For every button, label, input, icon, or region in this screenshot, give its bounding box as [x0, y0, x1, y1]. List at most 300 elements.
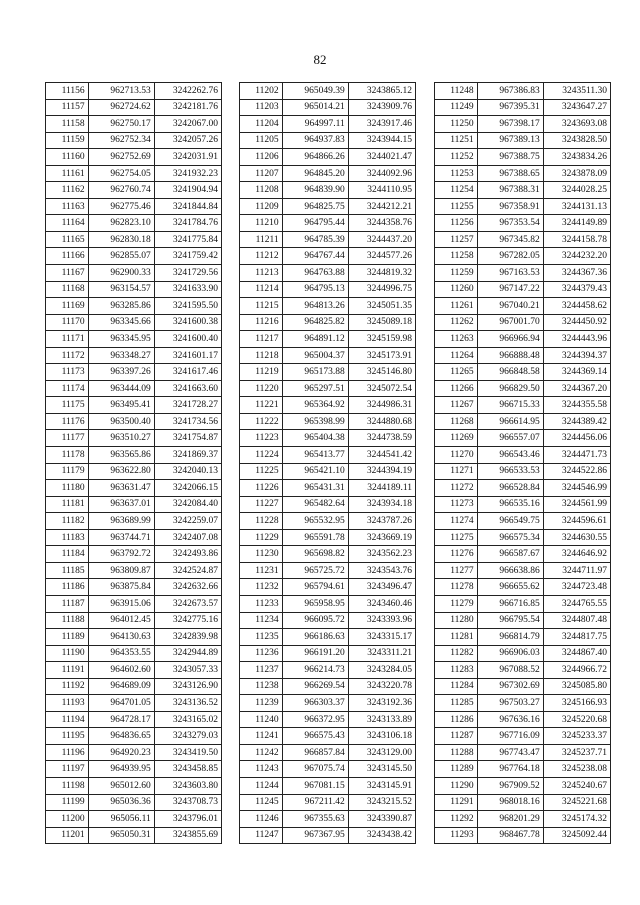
y-coordinate-cell: 3243133.89 [348, 711, 415, 728]
x-coordinate-cell: 968018.16 [477, 794, 543, 811]
x-coordinate-cell: 965049.39 [282, 83, 348, 100]
table-row [46, 281, 222, 298]
y-coordinate-cell: 3244880.68 [348, 413, 415, 430]
table-row [240, 447, 416, 464]
table-row [240, 480, 416, 497]
x-coordinate-cell: 964866.26 [282, 149, 348, 166]
x-coordinate-cell: 964602.60 [88, 662, 154, 679]
x-coordinate-cell: 967075.74 [282, 761, 348, 778]
table-row [435, 281, 611, 298]
y-coordinate-cell: 3244450.92 [543, 314, 610, 331]
x-coordinate-cell: 966303.37 [282, 695, 348, 712]
point-number-cell: 11266 [435, 380, 478, 397]
point-number-cell: 11289 [435, 761, 478, 778]
x-coordinate-cell: 965958.95 [282, 595, 348, 612]
x-coordinate-cell: 962760.74 [88, 182, 154, 199]
table-row [46, 827, 222, 844]
table-row [240, 794, 416, 811]
y-coordinate-cell: 3244738.59 [348, 430, 415, 447]
x-coordinate-cell: 964891.12 [282, 331, 348, 348]
x-coordinate-cell: 963792.72 [88, 546, 154, 563]
table-row [46, 397, 222, 414]
x-coordinate-cell: 962754.05 [88, 165, 154, 182]
x-coordinate-cell: 963809.87 [88, 562, 154, 579]
point-number-cell: 11216 [240, 314, 283, 331]
x-coordinate-cell: 962823.10 [88, 215, 154, 232]
point-number-cell: 11237 [240, 662, 283, 679]
x-coordinate-cell: 963154.57 [88, 281, 154, 298]
x-coordinate-cell: 966655.62 [477, 579, 543, 596]
table-row [435, 314, 611, 331]
table-row [46, 529, 222, 546]
table-row [435, 678, 611, 695]
point-number-cell: 11183 [46, 529, 89, 546]
y-coordinate-cell: 3243438.42 [348, 827, 415, 844]
x-coordinate-cell: 965173.88 [282, 364, 348, 381]
x-coordinate-cell: 964937.83 [282, 132, 348, 149]
y-coordinate-cell: 3245089.18 [348, 314, 415, 331]
point-number-cell: 11223 [240, 430, 283, 447]
x-coordinate-cell: 965404.38 [282, 430, 348, 447]
table-row [435, 430, 611, 447]
coordinate-table-3 [434, 82, 611, 844]
point-number-cell: 11258 [435, 248, 478, 265]
y-coordinate-cell: 3243828.50 [543, 132, 610, 149]
table-row [435, 83, 611, 100]
table-row [435, 728, 611, 745]
x-coordinate-cell: 962855.07 [88, 248, 154, 265]
table-row [46, 248, 222, 265]
x-coordinate-cell: 967398.17 [477, 116, 543, 133]
y-coordinate-cell: 3242775.16 [154, 612, 221, 629]
coordinate-table-1 [45, 82, 222, 844]
x-coordinate-cell: 967743.47 [477, 744, 543, 761]
x-coordinate-cell: 964839.90 [282, 182, 348, 199]
y-coordinate-cell: 3244367.20 [543, 380, 610, 397]
table-row [435, 761, 611, 778]
point-number-cell: 11218 [240, 347, 283, 364]
table-row [240, 546, 416, 563]
table-row [240, 645, 416, 662]
point-number-cell: 11246 [240, 811, 283, 828]
point-number-cell: 11264 [435, 347, 478, 364]
y-coordinate-cell: 3243165.02 [154, 711, 221, 728]
point-number-cell: 11286 [435, 711, 478, 728]
point-number-cell: 11185 [46, 562, 89, 579]
table-row [240, 579, 416, 596]
table-row [240, 347, 416, 364]
point-number-cell: 11189 [46, 629, 89, 646]
x-coordinate-cell: 967040.21 [477, 298, 543, 315]
point-number-cell: 11164 [46, 215, 89, 232]
page-number: 82 [313, 52, 327, 67]
x-coordinate-cell: 962900.33 [88, 265, 154, 282]
x-coordinate-cell: 965364.92 [282, 397, 348, 414]
point-number-cell: 11285 [435, 695, 478, 712]
y-coordinate-cell: 3242066.15 [154, 480, 221, 497]
y-coordinate-cell: 3244189.11 [348, 480, 415, 497]
table-row [46, 265, 222, 282]
point-number-cell: 11291 [435, 794, 478, 811]
table-row [240, 198, 416, 215]
x-coordinate-cell: 966549.75 [477, 513, 543, 530]
point-number-cell: 11180 [46, 480, 89, 497]
table-row [435, 695, 611, 712]
point-number-cell: 11278 [435, 579, 478, 596]
table-row [46, 99, 222, 116]
point-number-cell: 11243 [240, 761, 283, 778]
point-number-cell: 11211 [240, 231, 283, 248]
y-coordinate-cell: 3245085.80 [543, 678, 610, 695]
y-coordinate-cell: 3243460.46 [348, 595, 415, 612]
y-coordinate-cell: 3241617.46 [154, 364, 221, 381]
x-coordinate-cell: 962713.53 [88, 83, 154, 100]
y-coordinate-cell: 3244819.32 [348, 265, 415, 282]
x-coordinate-cell: 963637.01 [88, 496, 154, 513]
y-coordinate-cell: 3244966.72 [543, 662, 610, 679]
y-coordinate-cell: 3242040.13 [154, 463, 221, 480]
table-row [46, 198, 222, 215]
point-number-cell: 11265 [435, 364, 478, 381]
y-coordinate-cell: 3244437.20 [348, 231, 415, 248]
x-coordinate-cell: 966095.72 [282, 612, 348, 629]
point-number-cell: 11287 [435, 728, 478, 745]
table-row [240, 298, 416, 315]
point-number-cell: 11275 [435, 529, 478, 546]
point-number-cell: 11162 [46, 182, 89, 199]
table-row [240, 529, 416, 546]
table-row [240, 612, 416, 629]
y-coordinate-cell: 3243865.12 [348, 83, 415, 100]
point-number-cell: 11176 [46, 413, 89, 430]
table-row [46, 463, 222, 480]
y-coordinate-cell: 3243944.15 [348, 132, 415, 149]
point-number-cell: 11234 [240, 612, 283, 629]
table-row [435, 562, 611, 579]
x-coordinate-cell: 963915.06 [88, 595, 154, 612]
table-row [240, 513, 416, 530]
table-row [46, 149, 222, 166]
y-coordinate-cell: 3244379.43 [543, 281, 610, 298]
table-row [46, 298, 222, 315]
y-coordinate-cell: 3243787.26 [348, 513, 415, 530]
x-coordinate-cell: 966857.84 [282, 744, 348, 761]
point-number-cell: 11241 [240, 728, 283, 745]
y-coordinate-cell: 3241663.60 [154, 380, 221, 397]
x-coordinate-cell: 964701.05 [88, 695, 154, 712]
table-row [240, 380, 416, 397]
point-number-cell: 11214 [240, 281, 283, 298]
y-coordinate-cell: 3245233.37 [543, 728, 610, 745]
point-number-cell: 11230 [240, 546, 283, 563]
y-coordinate-cell: 3244867.40 [543, 645, 610, 662]
y-coordinate-cell: 3242632.66 [154, 579, 221, 596]
x-coordinate-cell: 966906.03 [477, 645, 543, 662]
point-number-cell: 11192 [46, 678, 89, 695]
x-coordinate-cell: 963500.40 [88, 413, 154, 430]
table-row [240, 331, 416, 348]
y-coordinate-cell: 3243129.00 [348, 744, 415, 761]
y-coordinate-cell: 3244986.31 [348, 397, 415, 414]
table-row [46, 132, 222, 149]
table-row [435, 529, 611, 546]
y-coordinate-cell: 3244471.73 [543, 447, 610, 464]
y-coordinate-cell: 3242262.76 [154, 83, 221, 100]
table-row [46, 215, 222, 232]
y-coordinate-cell: 3244456.06 [543, 430, 610, 447]
y-coordinate-cell: 3245174.32 [543, 811, 610, 828]
y-coordinate-cell: 3243126.90 [154, 678, 221, 695]
table-row [46, 331, 222, 348]
table-row [435, 215, 611, 232]
x-coordinate-cell: 967636.16 [477, 711, 543, 728]
table-row [240, 629, 416, 646]
y-coordinate-cell: 3244367.36 [543, 265, 610, 282]
table-row [240, 364, 416, 381]
x-coordinate-cell: 967081.15 [282, 777, 348, 794]
x-coordinate-cell: 966533.53 [477, 463, 543, 480]
point-number-cell: 11292 [435, 811, 478, 828]
x-coordinate-cell: 965012.60 [88, 777, 154, 794]
x-coordinate-cell: 965004.37 [282, 347, 348, 364]
y-coordinate-cell: 3242084.40 [154, 496, 221, 513]
x-coordinate-cell: 966638.86 [477, 562, 543, 579]
point-number-cell: 11226 [240, 480, 283, 497]
point-number-cell: 11235 [240, 629, 283, 646]
x-coordinate-cell: 966614.95 [477, 413, 543, 430]
y-coordinate-cell: 3243145.50 [348, 761, 415, 778]
point-number-cell: 11217 [240, 331, 283, 348]
point-number-cell: 11236 [240, 645, 283, 662]
y-coordinate-cell: 3242259.07 [154, 513, 221, 530]
table-row [240, 678, 416, 695]
y-coordinate-cell: 3242493.86 [154, 546, 221, 563]
x-coordinate-cell: 964763.88 [282, 265, 348, 282]
y-coordinate-cell: 3245240.67 [543, 777, 610, 794]
x-coordinate-cell: 965297.51 [282, 380, 348, 397]
point-number-cell: 11191 [46, 662, 89, 679]
y-coordinate-cell: 3244394.19 [348, 463, 415, 480]
point-number-cell: 11212 [240, 248, 283, 265]
y-coordinate-cell: 3244646.92 [543, 546, 610, 563]
table-row [46, 761, 222, 778]
table-row [46, 380, 222, 397]
point-number-cell: 11259 [435, 265, 478, 282]
x-coordinate-cell: 964836.65 [88, 728, 154, 745]
x-coordinate-cell: 964795.44 [282, 215, 348, 232]
x-coordinate-cell: 967367.95 [282, 827, 348, 844]
table-row [46, 364, 222, 381]
y-coordinate-cell: 3243917.46 [348, 116, 415, 133]
y-coordinate-cell: 3242524.87 [154, 562, 221, 579]
y-coordinate-cell: 3241784.76 [154, 215, 221, 232]
x-coordinate-cell: 964825.75 [282, 198, 348, 215]
x-coordinate-cell: 963875.84 [88, 579, 154, 596]
y-coordinate-cell: 3242407.08 [154, 529, 221, 546]
y-coordinate-cell: 3241844.84 [154, 198, 221, 215]
point-number-cell: 11170 [46, 314, 89, 331]
point-number-cell: 11193 [46, 695, 89, 712]
table-row [46, 447, 222, 464]
table-row [46, 662, 222, 679]
point-number-cell: 11187 [46, 595, 89, 612]
table-row [46, 83, 222, 100]
table-row [240, 695, 416, 712]
y-coordinate-cell: 3243796.01 [154, 811, 221, 828]
x-coordinate-cell: 962830.18 [88, 231, 154, 248]
y-coordinate-cell: 3241600.38 [154, 314, 221, 331]
point-number-cell: 11238 [240, 678, 283, 695]
y-coordinate-cell: 3241729.56 [154, 265, 221, 282]
point-number-cell: 11167 [46, 265, 89, 282]
point-number-cell: 11163 [46, 198, 89, 215]
y-coordinate-cell: 3244021.47 [348, 149, 415, 166]
point-number-cell: 11229 [240, 529, 283, 546]
table-row [46, 496, 222, 513]
table-row [46, 430, 222, 447]
point-number-cell: 11157 [46, 99, 89, 116]
y-coordinate-cell: 3243934.18 [348, 496, 415, 513]
point-number-cell: 11255 [435, 198, 478, 215]
table-row [240, 463, 416, 480]
point-number-cell: 11203 [240, 99, 283, 116]
y-coordinate-cell: 3244723.48 [543, 579, 610, 596]
table-row [435, 711, 611, 728]
y-coordinate-cell: 3244817.75 [543, 629, 610, 646]
y-coordinate-cell: 3243215.52 [348, 794, 415, 811]
x-coordinate-cell: 963510.27 [88, 430, 154, 447]
table-row [240, 397, 416, 414]
x-coordinate-cell: 963285.86 [88, 298, 154, 315]
point-number-cell: 11222 [240, 413, 283, 430]
y-coordinate-cell: 3245221.68 [543, 794, 610, 811]
point-number-cell: 11261 [435, 298, 478, 315]
table-row [46, 728, 222, 745]
x-coordinate-cell: 964728.17 [88, 711, 154, 728]
x-coordinate-cell: 964130.63 [88, 629, 154, 646]
table-row [240, 711, 416, 728]
point-number-cell: 11168 [46, 281, 89, 298]
x-coordinate-cell: 965482.64 [282, 496, 348, 513]
y-coordinate-cell: 3244577.26 [348, 248, 415, 265]
point-number-cell: 11263 [435, 331, 478, 348]
y-coordinate-cell: 3244765.55 [543, 595, 610, 612]
x-coordinate-cell: 963444.09 [88, 380, 154, 397]
y-coordinate-cell: 3243511.30 [543, 83, 610, 100]
point-number-cell: 11245 [240, 794, 283, 811]
table-row [435, 463, 611, 480]
x-coordinate-cell: 967358.91 [477, 198, 543, 215]
y-coordinate-cell: 3243834.26 [543, 149, 610, 166]
point-number-cell: 11184 [46, 546, 89, 563]
point-number-cell: 11293 [435, 827, 478, 844]
x-coordinate-cell: 964689.09 [88, 678, 154, 695]
point-number-cell: 11257 [435, 231, 478, 248]
table-row [435, 447, 611, 464]
point-number-cell: 11202 [240, 83, 283, 100]
y-coordinate-cell: 3243136.52 [154, 695, 221, 712]
x-coordinate-cell: 964845.20 [282, 165, 348, 182]
x-coordinate-cell: 966186.63 [282, 629, 348, 646]
point-number-cell: 11250 [435, 116, 478, 133]
x-coordinate-cell: 967388.65 [477, 165, 543, 182]
table-row [240, 413, 416, 430]
point-number-cell: 11207 [240, 165, 283, 182]
y-coordinate-cell: 3241601.17 [154, 347, 221, 364]
table-row [435, 380, 611, 397]
y-coordinate-cell: 3241734.56 [154, 413, 221, 430]
y-coordinate-cell: 3244546.99 [543, 480, 610, 497]
x-coordinate-cell: 967395.31 [477, 99, 543, 116]
x-coordinate-cell: 966888.48 [477, 347, 543, 364]
y-coordinate-cell: 3244711.97 [543, 562, 610, 579]
x-coordinate-cell: 965532.95 [282, 513, 348, 530]
point-number-cell: 11277 [435, 562, 478, 579]
x-coordinate-cell: 967302.69 [477, 678, 543, 695]
y-coordinate-cell: 3245072.54 [348, 380, 415, 397]
table-row [46, 811, 222, 828]
x-coordinate-cell: 965050.31 [88, 827, 154, 844]
table-row [435, 347, 611, 364]
table-row [435, 265, 611, 282]
x-coordinate-cell: 965421.10 [282, 463, 348, 480]
table-row [46, 182, 222, 199]
point-number-cell: 11206 [240, 149, 283, 166]
table-row [240, 761, 416, 778]
y-coordinate-cell: 3245238.08 [543, 761, 610, 778]
y-coordinate-cell: 3243192.36 [348, 695, 415, 712]
table-row [46, 579, 222, 596]
point-number-cell: 11268 [435, 413, 478, 430]
y-coordinate-cell: 3245166.93 [543, 695, 610, 712]
point-number-cell: 11221 [240, 397, 283, 414]
table-row [435, 645, 611, 662]
y-coordinate-cell: 3244212.21 [348, 198, 415, 215]
y-coordinate-cell: 3243909.76 [348, 99, 415, 116]
table-row [240, 744, 416, 761]
x-coordinate-cell: 966543.46 [477, 447, 543, 464]
y-coordinate-cell: 3244232.20 [543, 248, 610, 265]
point-number-cell: 11232 [240, 579, 283, 596]
x-coordinate-cell: 965413.77 [282, 447, 348, 464]
table-row [46, 546, 222, 563]
point-number-cell: 11283 [435, 662, 478, 679]
table-row [46, 347, 222, 364]
point-number-cell: 11269 [435, 430, 478, 447]
point-number-cell: 11227 [240, 496, 283, 513]
table-row [435, 496, 611, 513]
y-coordinate-cell: 3243220.78 [348, 678, 415, 695]
x-coordinate-cell: 964939.95 [88, 761, 154, 778]
table-row [240, 165, 416, 182]
y-coordinate-cell: 3243419.50 [154, 744, 221, 761]
x-coordinate-cell: 965014.21 [282, 99, 348, 116]
table-row [46, 231, 222, 248]
y-coordinate-cell: 3243315.17 [348, 629, 415, 646]
x-coordinate-cell: 966575.34 [477, 529, 543, 546]
table-row [435, 513, 611, 530]
point-number-cell: 11204 [240, 116, 283, 133]
x-coordinate-cell: 966814.79 [477, 629, 543, 646]
point-number-cell: 11271 [435, 463, 478, 480]
y-coordinate-cell: 3244149.89 [543, 215, 610, 232]
x-coordinate-cell: 967001.70 [477, 314, 543, 331]
point-number-cell: 11260 [435, 281, 478, 298]
x-coordinate-cell: 964785.39 [282, 231, 348, 248]
point-number-cell: 11213 [240, 265, 283, 282]
x-coordinate-cell: 965698.82 [282, 546, 348, 563]
x-coordinate-cell: 968467.78 [477, 827, 543, 844]
